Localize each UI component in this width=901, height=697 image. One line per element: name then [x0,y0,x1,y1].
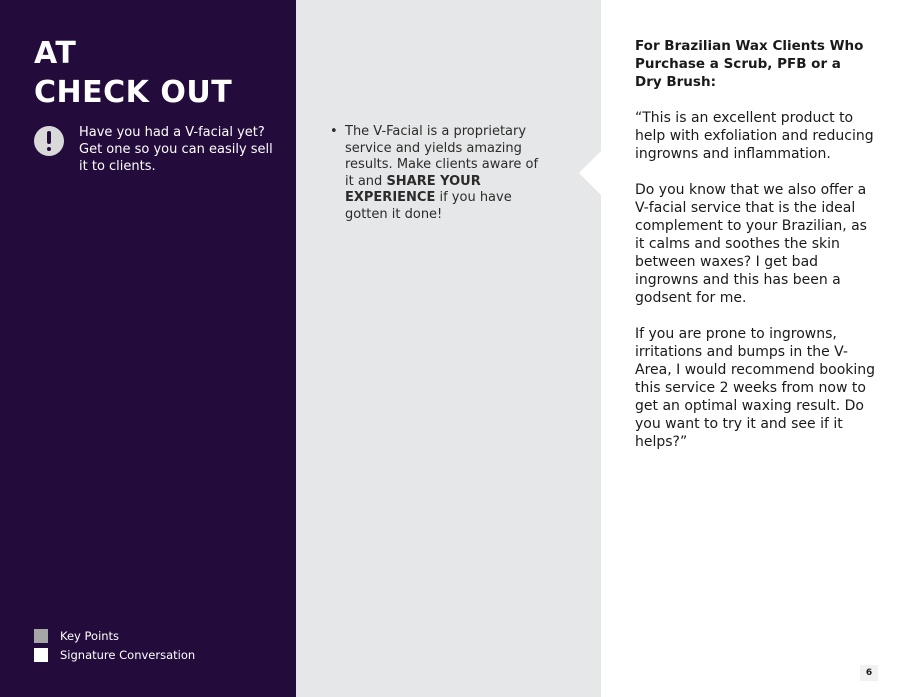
legend-item-signature-conversation [34,645,195,664]
exclamation-icon [34,126,64,156]
signature-conversation [635,109,875,469]
middle-panel [296,0,601,697]
key-points-list [330,124,545,223]
key-point-text-2: if you have gotten it done! [345,190,512,222]
conversation-paragraph-2: Do you know that we also offer a V-facial service that is the ideal complement to your Brazilian, as it calms and soothes the skin between waxes? I get bad ingrowns and this has been a godsent for me. [635,182,867,306]
legend-label-key-points: Key Points [60,628,120,643]
key-point-text-1: The V-Facial is a proprietary service and yields amazing results. Make clients aware of it and [345,124,539,189]
title-line-1: AT [34,36,77,71]
title-line-2: CHECK OUT [34,75,233,110]
key-point-item [330,124,545,223]
conversation-heading: For Brazilian Wax Clients Who Purchase a Scrub, PFB or a Dry Brush: [635,38,864,90]
conversation-paragraph-1: “This is an excellent product to help with exfoliation and reducing ingrowns and inflammation. [635,110,874,162]
legend-item-key-points [34,626,195,645]
bullet-icon: • [330,124,338,139]
key-points-swatch [34,629,48,643]
page-title [34,34,232,112]
page-number: 6 [860,665,878,681]
conversation-paragraph-3: If you are prone to ingrowns, irritations and bumps in the V-Area, I would recommend booking this service 2 weeks from now to get an optimal waxing result. Do you want to try it and see if it helps?” [635,326,876,450]
signature-conversation-swatch [34,648,48,662]
left-panel [0,0,296,697]
key-point-bold: SHARE YOUR EXPERIENCE [345,173,481,205]
tip-text: Have you had a V-facial yet? Get one so you can easily sell it to clients. [79,125,273,174]
panel-pointer [579,151,601,195]
legend-label-signature-conversation: Signature Conversation [60,647,196,662]
legend [34,626,195,664]
